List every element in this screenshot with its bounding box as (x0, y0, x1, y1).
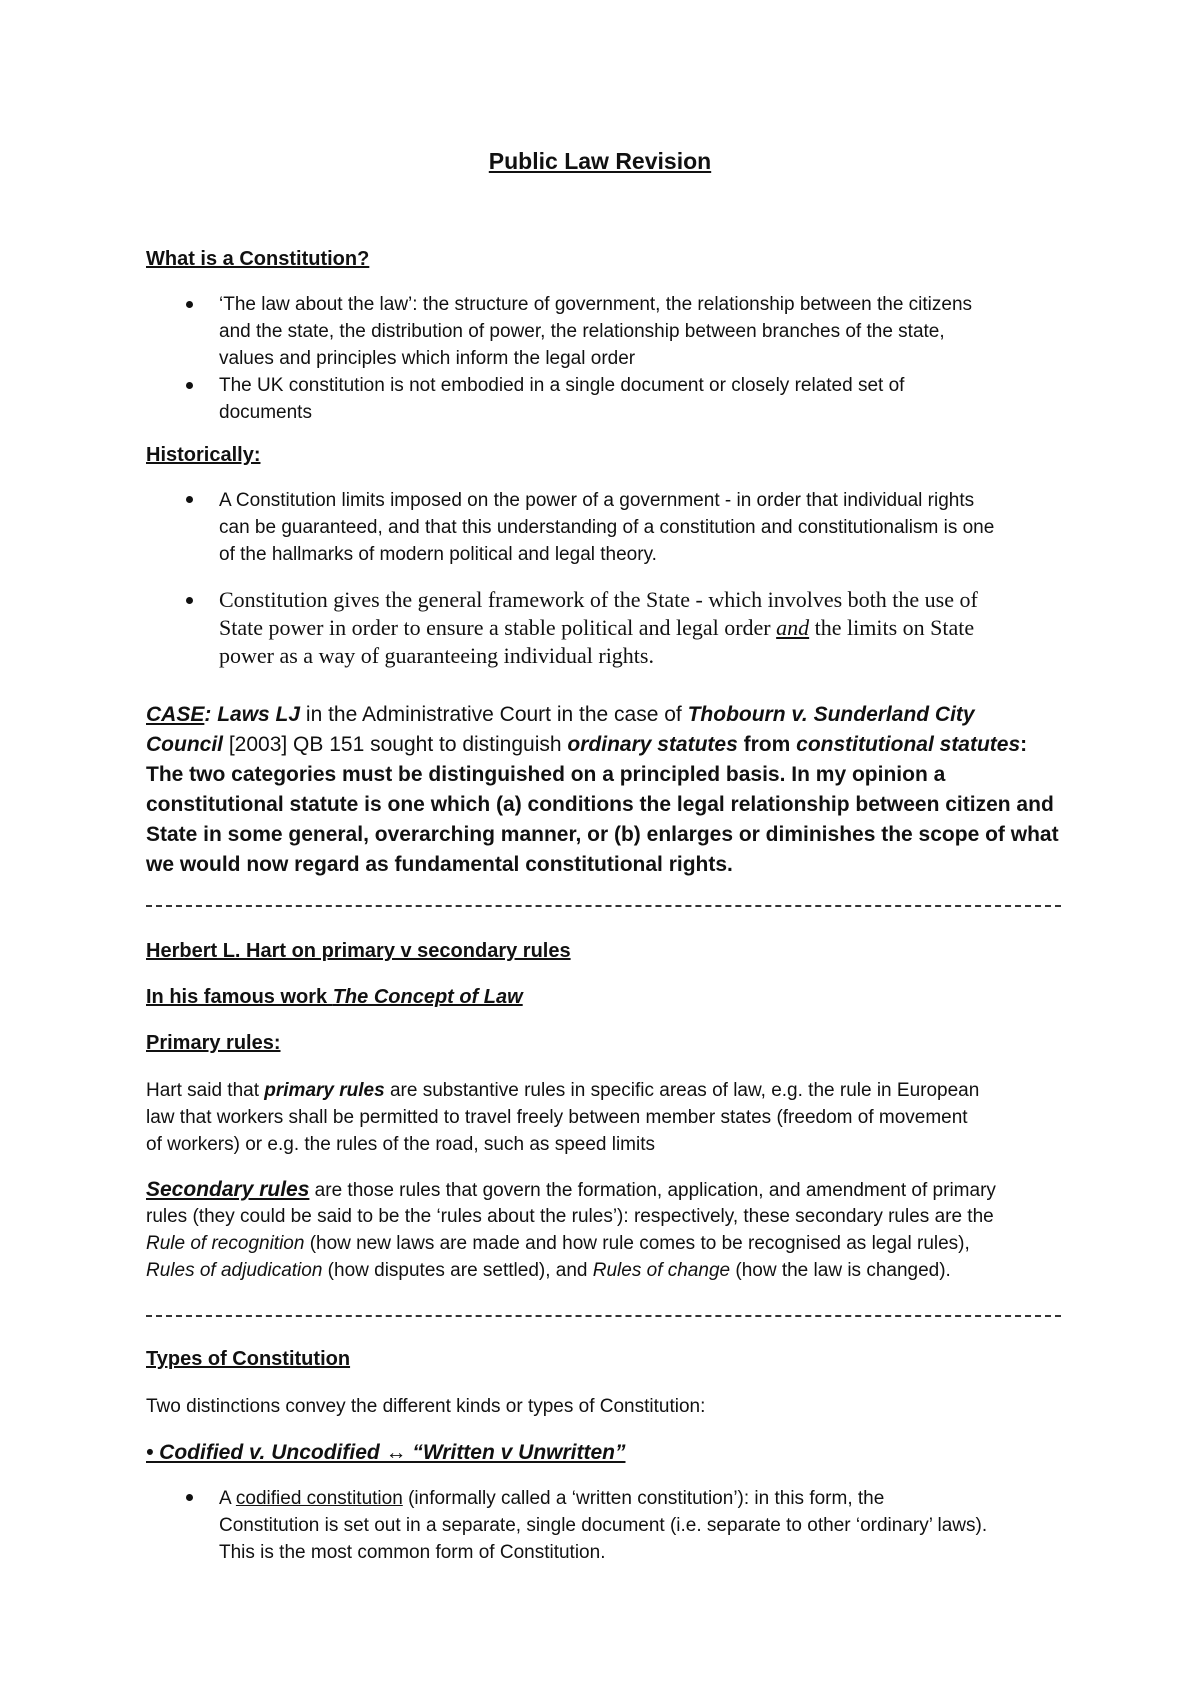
types-bullet-rest: (informally called a ‘written constitution’): in this form, the (402, 1488, 885, 1509)
types-bullet-line2: Constitution is set out in a separate, single document (i.e. separate to other ‘ordinary’ laws). (219, 1515, 988, 1536)
section-heading-types: Types of Constitution (146, 1348, 351, 1370)
rules-of-change: Rules of change (592, 1260, 731, 1281)
section-heading-constitution: What is a Constitution? (146, 248, 370, 270)
s2-bullet2-line3: power as a way of guaranteeing individual rights. (219, 643, 654, 668)
case-judge: Laws LJ (217, 703, 301, 726)
case-line4: constitutional statute is one which (a) conditions the legal relationship between citizen and (146, 793, 1054, 816)
bullet-icon (186, 597, 193, 604)
case-colon: : (204, 703, 218, 726)
secondary-line2: rules (they could be said to be the ‘rules about the rules’): respectively, these secondary rules are the (146, 1206, 994, 1227)
case-colon2: : (1020, 733, 1028, 756)
primary-text-rest: are substantive rules in specific areas of law, e.g. the rule in European (384, 1080, 980, 1101)
secondary-line1 (146, 1176, 996, 1204)
case-name: Thobourn v. Sunderland City (687, 703, 975, 726)
primary-line2: law that workers shall be permitted to travel freely between member states (freedom of movement (146, 1107, 968, 1128)
rules-of-adjudication: Rules of adjudication (146, 1260, 323, 1281)
case-line1 (146, 700, 975, 730)
case-text: in the Administrative Court in the case of (300, 703, 688, 726)
s2-bullet1-line1: A Constitution limits imposed on the power of a government - in order that individual rights (219, 490, 975, 511)
hart-book-title: The Concept of Law (332, 986, 523, 1008)
secondary-rules-term: Secondary rules (146, 1178, 310, 1201)
s2-bullet1-line2: can be guaranteed, and that this understanding of a constitution and constitutionalism is one (219, 517, 995, 538)
page-title: Public Law Revision (488, 148, 712, 174)
hart-sub-text: In his famous work (146, 986, 333, 1008)
divider (146, 905, 1061, 907)
rule-of-recognition: Rule of recognition (146, 1233, 305, 1254)
case-line2 (146, 730, 1027, 760)
secondary-line4-text: (how disputes are settled), and (322, 1260, 593, 1281)
secondary-text: are those rules that govern the formation, application, and amendment of primary (309, 1180, 996, 1201)
s2-bullet2-and: and (776, 615, 810, 640)
s2-bullet2-text-rest: the limits on State (809, 615, 975, 640)
primary-rules-heading: Primary rules: (146, 1032, 281, 1054)
types-bullet-line1 (219, 1485, 884, 1512)
secondary-line4-end: (how the law is changed). (730, 1260, 951, 1281)
bullet-icon (186, 496, 193, 503)
bullet-icon (186, 1494, 193, 1501)
primary-rules-term: primary rules (264, 1080, 385, 1101)
case-line6: we would now regard as fundamental constitutional rights. (146, 853, 733, 876)
secondary-line4 (146, 1257, 951, 1284)
case-citation: [2003] QB 151 sought to distinguish (223, 733, 568, 756)
secondary-line3 (146, 1230, 970, 1257)
s2-bullet2-line2 (219, 614, 974, 642)
primary-line3: of workers) or e.g. the rules of the road, such as speed limits (146, 1134, 656, 1155)
hart-subheading (146, 984, 523, 1011)
codified-subheading: • Codified v. Uncodified ↔ “Written v Unwritten” (146, 1441, 626, 1464)
s2-bullet1-line3: of the hallmarks of modern political and legal theory. (219, 544, 657, 565)
types-intro: Two distinctions convey the different kinds or types of Constitution: (146, 1396, 706, 1417)
section-heading-historically: Historically: (146, 444, 261, 466)
bullet-icon (186, 301, 193, 308)
primary-line1 (146, 1077, 979, 1104)
case-label: CASE (146, 703, 205, 726)
s2-bullet2-line1: Constitution gives the general framework of the State - which involves both the use of (219, 587, 978, 612)
case-name-cont: Council (146, 733, 223, 756)
s2-bullet2-text: State power in order to ensure a stable political and legal order (219, 615, 777, 640)
bullet-icon (186, 382, 193, 389)
case-ordinary-statutes: ordinary statutes (567, 733, 738, 756)
divider (146, 1315, 1061, 1317)
types-bullet-a: A (219, 1488, 236, 1509)
section-heading-hart: Herbert L. Hart on primary v secondary rules (146, 940, 571, 962)
codified-constitution-term: codified constitution (235, 1488, 403, 1509)
s1-bullet2-line1: The UK constitution is not embodied in a single document or closely related set of (219, 375, 905, 396)
case-line3: The two categories must be distinguished on a principled basis. In my opinion a (146, 763, 946, 786)
secondary-line3-rest: (how new laws are made and how rule comes to be recognised as legal rules), (304, 1233, 970, 1254)
s1-bullet1-line1: ‘The law about the law’: the structure of government, the relationship between the citizens (219, 294, 973, 315)
case-line5: State in some general, overarching manner, or (b) enlarges or diminishes the scope of what (146, 823, 1059, 846)
types-bullet-line3: This is the most common form of Constitution. (219, 1542, 606, 1563)
s1-bullet1-line2: and the state, the distribution of power, the relationship between branches of the state, (219, 321, 945, 342)
s1-bullet2-line2: documents (219, 402, 312, 423)
case-constitutional-statutes: constitutional statutes (796, 733, 1021, 756)
case-from: from (737, 733, 797, 756)
s1-bullet1-line3: values and principles which inform the legal order (219, 348, 636, 369)
primary-text: Hart said that (146, 1080, 265, 1101)
